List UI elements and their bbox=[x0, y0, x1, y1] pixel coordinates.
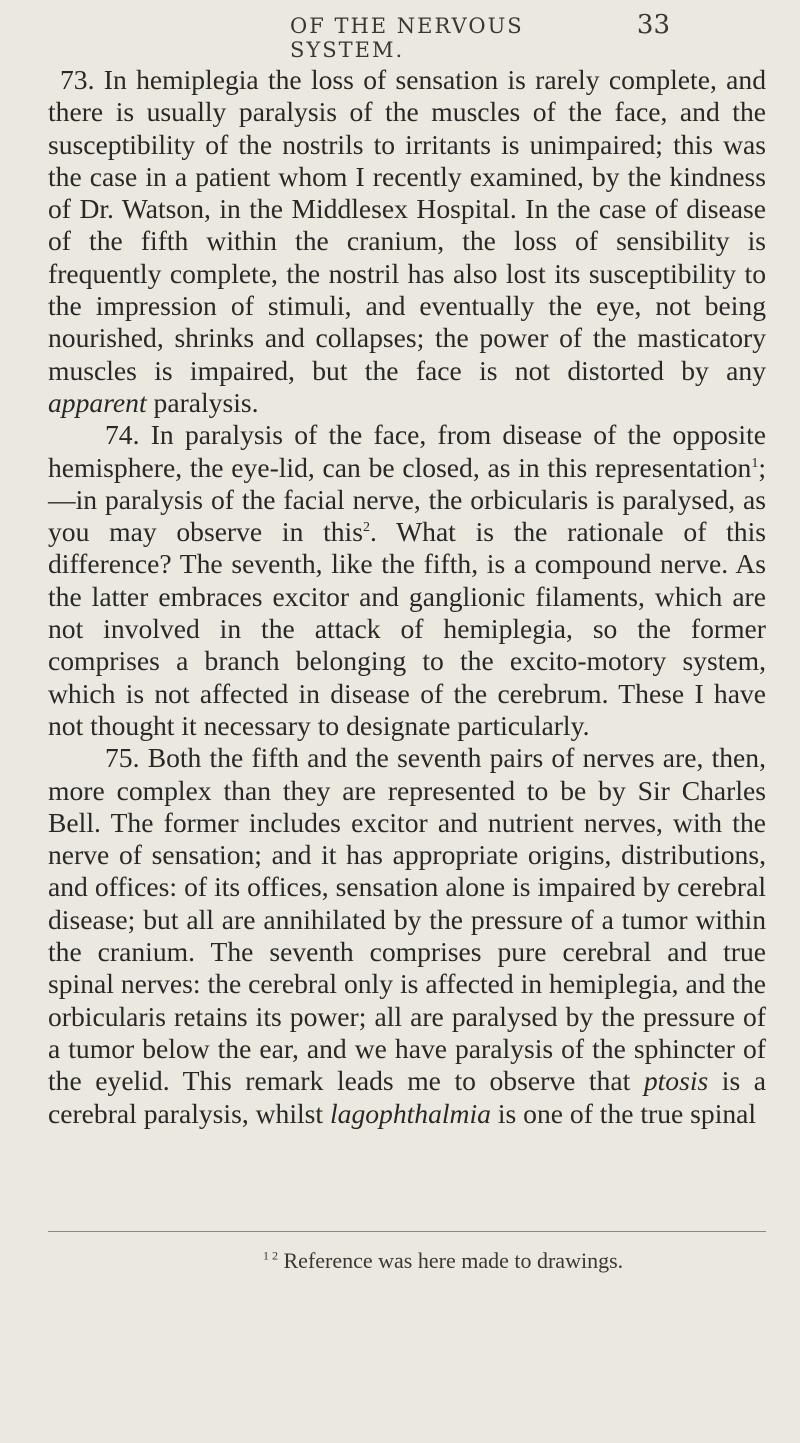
paragraph-75-text-c: is one of the true spinal bbox=[490, 1097, 757, 1129]
footnote bbox=[263, 1248, 623, 1274]
paragraph-75-text-b: is a cerebral paralysis, whilst bbox=[48, 1065, 767, 1129]
footnote-marker: 1 2 bbox=[263, 1248, 278, 1263]
footnote-rule bbox=[48, 1231, 766, 1232]
body-text bbox=[48, 64, 766, 1130]
paragraph-75 bbox=[48, 742, 766, 1130]
paragraph-75-text-a: 75. Both the fifth and the seventh pairs of nerves are, then, more complex than they are represented to be by Sir Charles Bell. The former includes excitor and nutrient nerves, with the nerve of sensation; and it has appropriate origins, distributions, and offices: of its offices, sensation alone is impaired by cerebral disease; but all are annihilated by the pressure of a tumor within the cranium. The seventh comprises pure cerebral and true spinal nerves: the cerebral only is affected in hemiplegia, and the orbicularis retains its power; all are paralysed by the pressure of a tumor below the ear, and we have paralysis of the sphincter of the eyelid. This remark leads me to observe that bbox=[48, 742, 766, 1097]
footnote-ref-1: 1 bbox=[751, 455, 759, 471]
running-title: OF THE NERVOUS SYSTEM. bbox=[290, 14, 524, 62]
footnote-text: Reference was here made to drawings. bbox=[278, 1248, 624, 1273]
paragraph-74 bbox=[48, 419, 766, 742]
paragraph-73-emphasis: apparent bbox=[48, 386, 147, 418]
paragraph-75-emphasis-lagophthalmia: lagophthalmia bbox=[329, 1097, 491, 1129]
paragraph-73 bbox=[48, 64, 766, 419]
footnote-ref-2: 2 bbox=[362, 519, 370, 535]
paragraph-75-emphasis-ptosis: ptosis bbox=[643, 1065, 709, 1097]
paragraph-74-text-b: ;—in paralysis of the facial nerve, the orbicularis is paralysed, as you may observe in this bbox=[48, 451, 766, 548]
page-number: 33 bbox=[636, 10, 670, 40]
paragraph-74-text-c: . What is the rationale of this difference? The seventh, like the fifth, is a compound nerve. As the latter embraces excitor and ganglionic filaments, which are not involved in the attack of hemiplegia, so the former comprises a branch belonging to the excito-motory system, which is not affected in disease of the cerebrum. These I have not thought it necessary to designate particularly. bbox=[48, 516, 766, 741]
paragraph-73-text-a: 73. In hemiplegia the loss of sensation is rarely complete, and there is usually paralysis of the muscles of the face, and the susceptibility of the nostrils to irritants is unimpaired; this was the case in a patient whom I recently examined, by the kindness of Dr. Watson, in the Middlesex Hospital. In the case of disease of the fifth within the cranium, the loss of sensibility is frequently complete, the nostril has also lost its susceptibility to the impression of stimuli, and eventually the eye, not being nourished, shrinks and collapses; the power of the masticatory muscles is impaired, but the face is not distorted by any bbox=[48, 64, 766, 386]
paragraph-74-text-a: 74. In paralysis of the face, from disease of the opposite hemisphere, the eye-lid, can be closed, as in this representation bbox=[48, 419, 766, 483]
paragraph-73-text-b: paralysis. bbox=[146, 386, 259, 418]
